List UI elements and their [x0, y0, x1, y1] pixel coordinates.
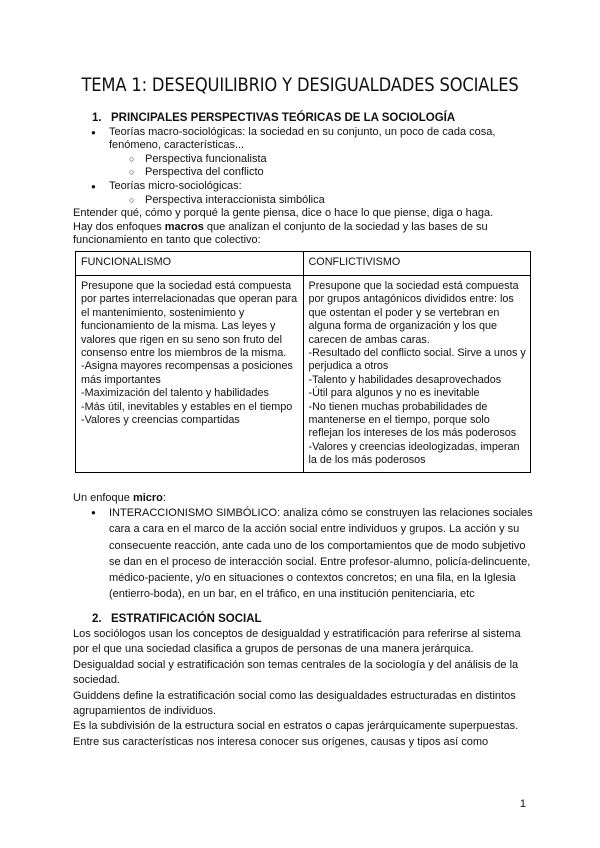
- cell-line: -Asigna mayores recompensas a posiciones más importantes: [81, 360, 293, 386]
- list-item: ● Teorías micro-sociológicas:: [73, 180, 533, 194]
- document-title: TEMA 1: DESEQUILIBRIO Y DESIGUALDADES SOCIALES: [81, 74, 519, 96]
- section2-heading: [92, 613, 533, 627]
- paragraph: Entre sus características nos interesa conocer sus orígenes, causas y tipos así como: [73, 735, 489, 748]
- cell-line: -Valores y creencias compartidas: [81, 414, 240, 426]
- table-cell-conflictivismo: [303, 275, 531, 472]
- section2-body: [73, 627, 533, 750]
- paragraph: Es la subdivisión de la estructura social en estratos o capas jerárquicamente superpuestas.: [73, 720, 519, 733]
- cell-line: -Más útil, inevitables y estables en el tiempo: [81, 400, 293, 413]
- comparison-table: [75, 251, 531, 473]
- table-cell-funcionalismo: [76, 275, 304, 472]
- paragraph: Guiddens define la estratificación social como las desigualdades estructuradas en distintos agrupamientos de individuos.: [73, 689, 516, 718]
- page-number: 1: [519, 798, 526, 810]
- paragraph: [73, 221, 533, 248]
- paragraph: Los sociólogos usan los conceptos de desigualdad y estratificación para referirse al sistema por el que una sociedad clasifica a grupos de personas de una manera jerárquica.: [73, 628, 521, 656]
- cell-line: -Resultado del conflicto social. Sirve a unos y perjudica a otros: [308, 346, 526, 373]
- list-item: ○ Perspectiva interaccionista simbólica: [73, 194, 533, 208]
- cell-line: -Maximización del talento y habilidades: [81, 387, 269, 400]
- section2-title: ESTRATIFICACIÓN SOCIAL: [111, 613, 262, 626]
- section1-title: PRINCIPALES PERSPECTIVAS TEÓRICAS DE LA SOCIOLOGÍA: [111, 112, 456, 124]
- text-run: que analizan el conjunto de la sociedad y las bases de su funcionamiento en tanto que colectivo:: [73, 220, 488, 247]
- macro-sublist: [73, 153, 533, 180]
- table-header-cell: CONFLICTIVISMO: [303, 251, 531, 275]
- list-item: ○ Perspectiva funcionalista: [73, 153, 533, 167]
- section2-number: 2.: [92, 613, 102, 626]
- list-item: ● INTERACCIONISMO SIMBÓLICO: analiza cómo se construyen las relaciones sociales cara a cara en el marco de la acción social entre individuos y grupos. La acción y su consecuente reacción, ante cada uno de los comportamientos que de modo subjetivo se dan en el proceso de interacción social. Entre profesor-alumno, policía-delincuente, médico-paciente, y/o en situaciones o contextos concretos; en una fila, en la Iglesia (entierro-boda), en un bar, en el tráfico, en una institución penitenciaria, etc: [73, 505, 533, 602]
- cell-line: -No tienen muchas probabilidades de mantenerse en el tiempo, porque solo reflejan los intereses de los más poderosos: [308, 400, 517, 440]
- cell-line: Presupone que la sociedad está compuesta por grupos antagónicos divididos entre: los que ostentan el poder y se vertebran en alguna forma de organización y los que carecen de ambas caras.: [308, 279, 519, 346]
- cell-line: -Útil para algunos y no es inevitable: [308, 387, 480, 400]
- micro-list: [73, 505, 533, 602]
- bold-text: macros: [164, 220, 204, 233]
- paragraph: Desigualdad social y estratificación son temas centrales de la sociología y del análisis de la sociedad.: [73, 658, 519, 687]
- table-header-row: [76, 251, 531, 275]
- document-body: [73, 112, 533, 750]
- text-run: :: [162, 491, 166, 504]
- paragraph: [73, 492, 533, 506]
- text-run: Un enfoque: [73, 491, 133, 504]
- theories-list: [73, 126, 533, 153]
- theories-list-2: [73, 180, 533, 194]
- section1-heading: [92, 112, 533, 126]
- table-header-cell: FUNCIONALISMO: [76, 251, 304, 275]
- cell-line: -Valores y creencias ideologizadas, imperan la de los más poderosos: [308, 440, 520, 467]
- bold-text: micro: [132, 491, 163, 504]
- list-item: ● Teorías macro-sociológicas: la sociedad en su conjunto, un poco de cada cosa, fenómeno, características...: [73, 126, 533, 153]
- paragraph: Entender qué, cómo y porqué la gente piensa, dice o hace lo que piense, diga o haga.: [73, 207, 494, 220]
- list-item: ○ Perspectiva del conflicto: [73, 166, 533, 180]
- cell-line: Presupone que la sociedad está compuesta por partes interrelacionadas que operan para el mantenimiento, sostenimiento y funcionamiento de la misma. Las leyes y valores que rigen en su seno son fruto del consenso entre los miembros de la misma.: [81, 279, 298, 359]
- cell-line: -Talento y habilidades desaprovechados: [308, 373, 502, 386]
- micro-sublist: [73, 194, 533, 208]
- section1-number: 1.: [92, 112, 102, 124]
- text-run: Hay dos enfoques: [73, 220, 165, 233]
- table-row: [76, 275, 531, 472]
